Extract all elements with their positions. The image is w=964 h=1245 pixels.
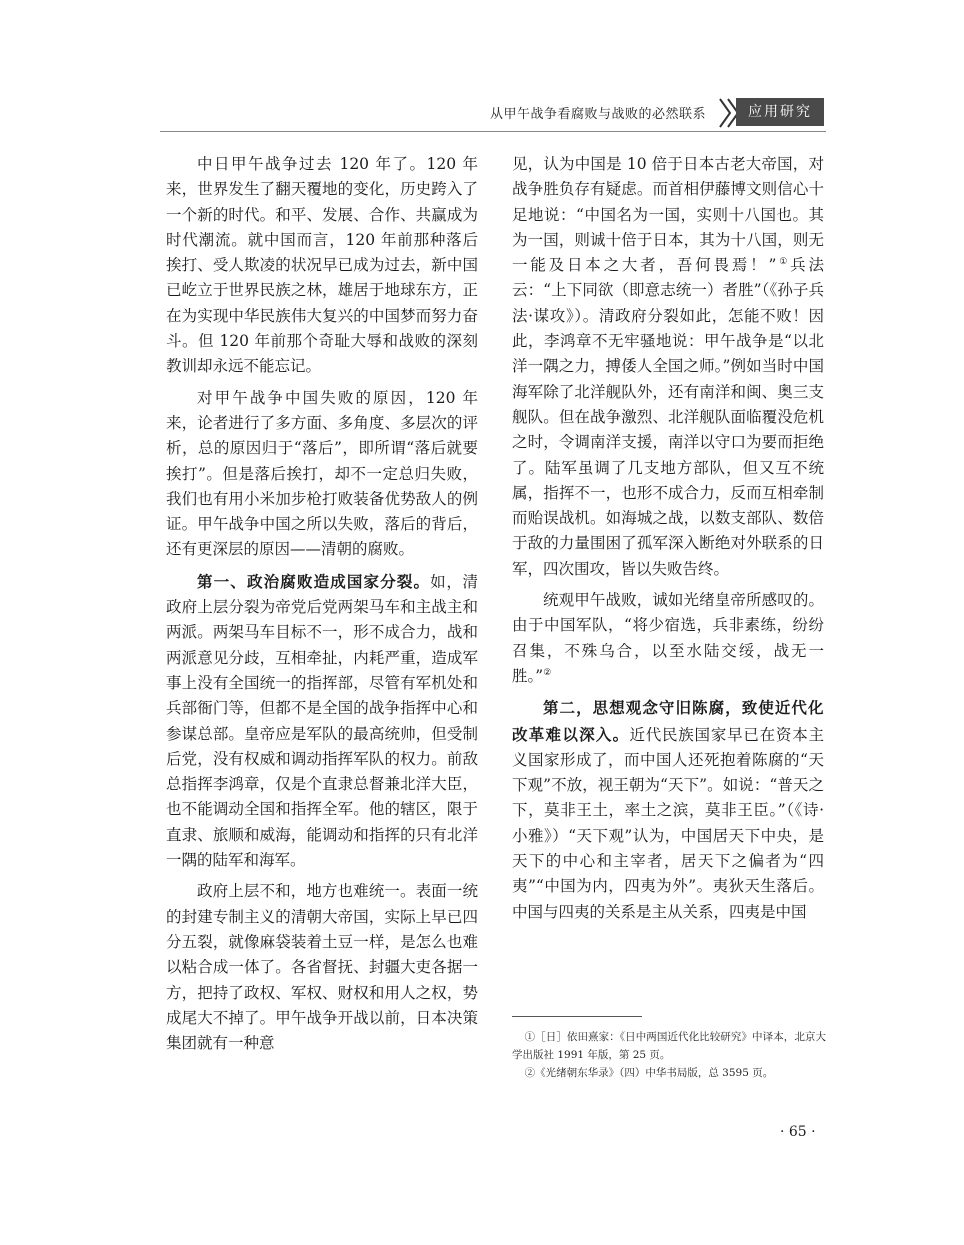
paragraph-body: 统观甲午战败，诚如光绪皇帝所感叹的。由于中国军队，“将少宿选，兵非素练，纷纷召集，不殊乌合，以至水陆交绥，战无一胜。”: [512, 591, 824, 685]
paragraph: [166, 569, 478, 874]
paragraph: [512, 588, 824, 689]
section-label: 应用研究: [736, 98, 824, 126]
footnote-ref: ②: [543, 667, 552, 678]
paragraph: [512, 152, 824, 582]
paragraph-lead: 第一、政治腐败造成国家分裂。: [197, 571, 431, 591]
paragraph-body: 近代民族国家早已在资本主义国家形成了，而中国人还死抱着陈腐的“天下观”不放，视王朝为“天下”。如说：“普天之下，莫非王土，率土之滨，莫非王臣。”（《诗·小雅》）“天下观”认为，中国居天下中央，是天下的中心和主宰者，居天下之偏者为“四夷”“中国为内，四夷为外”。夷狄天生落后。中国与四夷的关系是主从关系，四夷是中国: [512, 725, 824, 921]
paragraph-lead: 第二，思想观念守旧陈腐，致使近代化改革难以深入。: [512, 698, 824, 744]
running-header: [490, 96, 826, 130]
footnotes: [512, 1028, 826, 1082]
paragraph: 政府上层不和，地方也难统一。表面一统的封建专制主义的清朝大帝国，实际上早已四分五裂，就像麻袋装着土豆一样，是怎么也难以粘合成一体了。各省督抚、封疆大吏各据一方，把持了政权、军权、财权和用人之权，势成尾大不掉了。甲午战争开战以前，日本决策集团就有一种意: [166, 882, 478, 1053]
footnote: ①［日］依田熹家：《日中两国近代化比较研究》中译本，北京大学出版社 1991 年版，第 25 页。: [512, 1031, 826, 1061]
paragraph: 对甲午战争中国失败的原因，120 年来，论者进行了多方面、多角度、多层次的评析，总的原因归于“落后”，即所谓“落后就要挨打”。但是落后挨打，却不一定总归失败，我们也有用小米加步枪打败装备优势敌人的例证。甲午战争中国之所以失败，落后的背后，还有更深层的原因——清朝的腐败。: [166, 388, 478, 559]
left-column: [166, 152, 478, 1056]
paragraph: 中日甲午战争过去 120 年了。120 年来，世界发生了翻天覆地的变化，历史跨入了一个新的时代。和平、发展、合作、共赢成为时代潮流。就中国而言，120 年前那种落后挨打、受人欺凌的状况早已成为过去，新中国已屹立于世界民族之林，雄居于地球东方，正在为实现中华民族伟大复兴的中国梦而努力奋斗。但 120 年前那个奇耻大辱和战败的深刻教训却永远不能忘记。: [166, 155, 478, 376]
paragraph: [512, 695, 824, 925]
page-number: · 65 ·: [780, 1124, 816, 1140]
paragraph-body: 如，清政府上层分裂为帝党后党两架马车和主战主和两派。两架马车目标不一，形不成合力，战和两派意见分歧，互相牵扯，内耗严重，造成军事上没有全国统一的指挥部，尽管有军机处和兵部衙门等，但都不是全国的战争指挥中心和参谋总部。皇帝应是军队的最高统帅，但受制后党，没有权威和调动指挥军队的权力。前敌总指挥李鸿章，仅是个直隶总督兼北洋大臣，也不能调动全国和指挥全军。他的辖区，限于直隶、旅顺和威海，能调动和指挥的只有北洋一隅的陆军和海军。: [166, 572, 478, 870]
running-header-title: 从甲午战争看腐败与战败的必然联系: [490, 107, 707, 122]
right-column: [512, 152, 824, 925]
footnote-ref: ①: [776, 257, 791, 268]
footnote: ②《光绪朝东华录》（四）中华书局版，总 3595 页。: [524, 1067, 774, 1079]
paragraph-body: 兵法云：“上下同欲（即意志统一）者胜”（《孙子兵法·谋攻》）。清政府分裂如此，怎能不败！因此，李鸿章不无牢骚地说：甲午战争是“以北洋一隅之力，搏倭人全国之师。”例如当时中国海军除了北洋舰队外，还有南洋和闽、奥三支舰队。但在战争激烈、北洋舰队面临覆没危机之时，令调南洋支援，南洋以守口为要而拒绝了。陆军虽调了几支地方部队，但又互不统属，指挥不一，也形不成合力，反而互相牵制而贻误战机。如海城之战，以数支部队、数倍于敌的力量围困了孤军深入断绝对外联系的日军，四次围攻，皆以失败告终。: [512, 256, 824, 578]
footnote-rule: [512, 1016, 642, 1017]
header-rule: [160, 131, 826, 132]
paragraph-body: 见，认为中国是 10 倍于日本古老大帝国，对战争胜负存有疑虑。而首相伊藤博文则信心十足地说：“中国名为一国，实则十八国也。其为一国，则诚十倍于日本，其为十八国，则无一能及日本之大者，吾何畏焉！”: [512, 155, 824, 275]
